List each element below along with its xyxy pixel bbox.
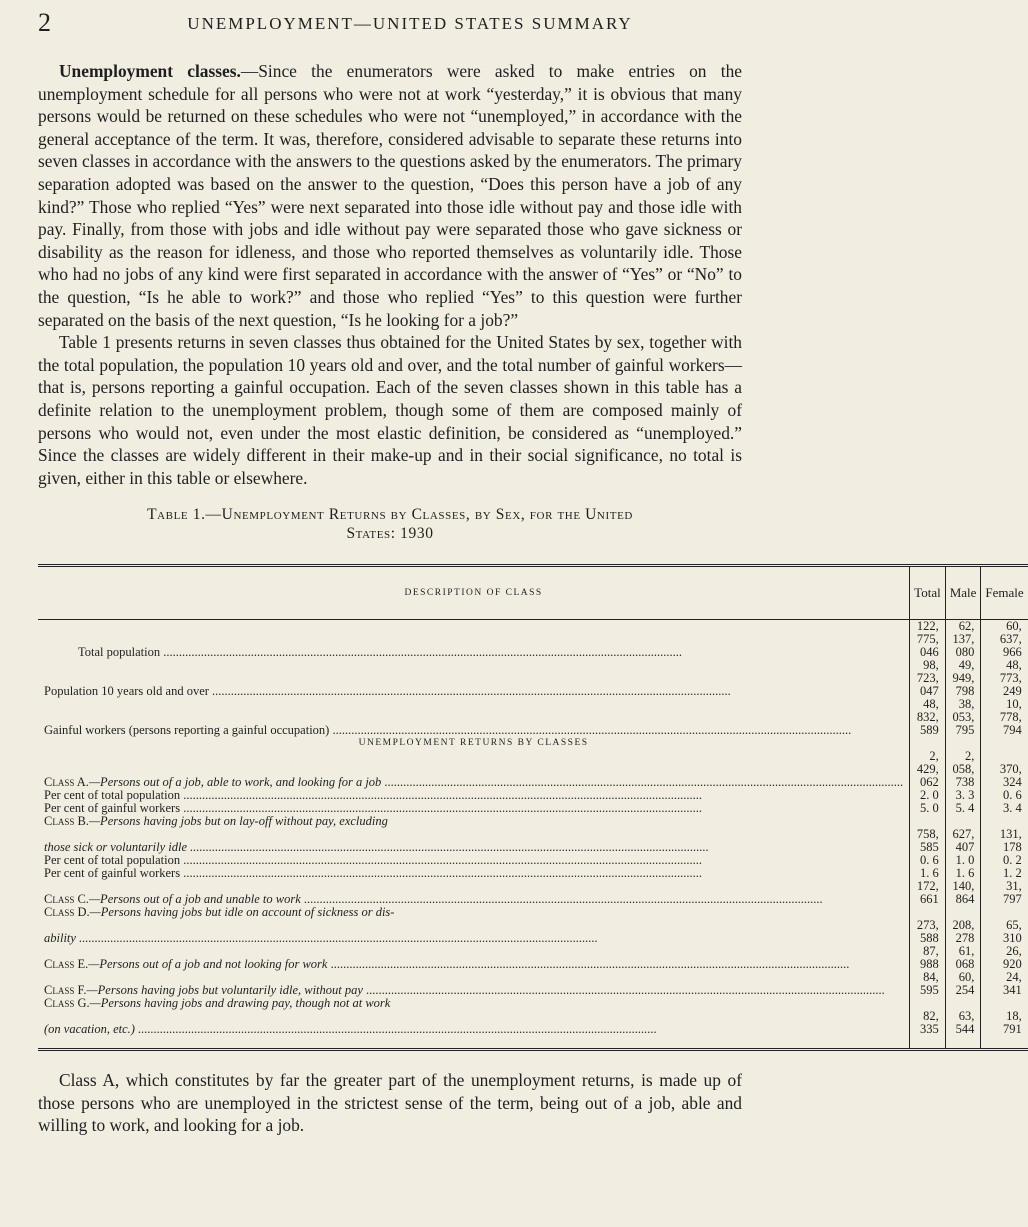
cell-total: 98, 723, 047 bbox=[910, 659, 946, 698]
cell-male: 38, 053, 795 bbox=[945, 698, 981, 737]
cell-total: 0. 6 bbox=[910, 854, 946, 867]
column-header-male: Male bbox=[945, 566, 981, 620]
running-title: UNEMPLOYMENT—UNITED STATES SUMMARY bbox=[187, 14, 633, 33]
cell-male: 49, 949, 798 bbox=[945, 659, 981, 698]
table-row-class-d-line-1 bbox=[38, 906, 1028, 919]
table-title-line-2: States: 1930 bbox=[346, 525, 434, 543]
table-header-row bbox=[38, 566, 1028, 620]
cell-female: 31, 797 bbox=[981, 880, 1028, 906]
cell-female: 48, 773, 249 bbox=[981, 659, 1028, 698]
cell-male: 1. 0 bbox=[945, 854, 981, 867]
running-header bbox=[38, 0, 742, 44]
cell-male: 5. 4 bbox=[945, 802, 981, 815]
class-description: —Persons out of a job and not looking for work bbox=[88, 957, 328, 972]
section-header-label: UNEMPLOYMENT RETURNS BY CLASSES bbox=[358, 738, 589, 749]
cell-total: 48, 832, 589 bbox=[910, 698, 946, 737]
cell-total: 122, 775, 046 bbox=[910, 620, 946, 660]
table-row-class-e bbox=[38, 945, 1028, 971]
body-text bbox=[38, 44, 742, 489]
cell-total: 2, 429, 062 bbox=[910, 750, 946, 789]
class-description: —Persons having jobs but voluntarily idle, without pay bbox=[86, 983, 363, 998]
paragraph-table-intro: Table 1 presents returns in seven classes thus obtained for the United States by sex, together with the total population, the population 10 years old and over, and the total number of gainful workers—that is, persons reporting a gainful occupation. Each of the seven classes shown in this table has a definite relation to the unemployment problem, though some of them are composed mainly of persons who would not, even under the most elastic definition, be considered as “unemployed.” Since the classes are widely different in their make-up and in their social significance, no total is given, either in this table or elsewhere. bbox=[38, 332, 742, 488]
class-name: Class D. bbox=[44, 905, 90, 920]
table-row-class-c bbox=[38, 880, 1028, 906]
closing-text bbox=[38, 1069, 742, 1137]
cell-total: 82, 335 bbox=[910, 1010, 946, 1050]
class-description-continued: (on vacation, etc.) ..... bbox=[44, 1022, 657, 1036]
cell-total: 273, 588 bbox=[910, 919, 946, 945]
row-label: Population 10 years old and over ..... bbox=[44, 684, 731, 698]
cell-male: 2, 058, 738 bbox=[945, 750, 981, 789]
cell-male: 1. 6 bbox=[945, 867, 981, 880]
table-title bbox=[38, 505, 742, 543]
cell-female: 1. 2 bbox=[981, 867, 1028, 880]
table-row-class-b-pct-gainful bbox=[38, 867, 1028, 880]
cell-male: 140, 864 bbox=[945, 880, 981, 906]
class-name: Class A. bbox=[44, 775, 89, 790]
table-row-gainful-workers bbox=[38, 698, 1028, 737]
cell-female: 3. 4 bbox=[981, 802, 1028, 815]
cell-total: 2. 0 bbox=[910, 789, 946, 802]
table-row-total-population bbox=[38, 620, 1028, 660]
page-number: 2 bbox=[38, 8, 51, 37]
cell-male: 61, 068 bbox=[945, 945, 981, 971]
cell-female: 26, 920 bbox=[981, 945, 1028, 971]
table-section-header bbox=[38, 737, 1028, 750]
cell-male: 60, 254 bbox=[945, 971, 981, 997]
class-description: —Persons having jobs but on lay-off without pay, excluding bbox=[88, 814, 388, 829]
cell-male: 627, 407 bbox=[945, 828, 981, 854]
table-row-population-10-over bbox=[38, 659, 1028, 698]
table-title-line-1: Table 1.—Unemployment Returns by Classes, by Sex, for the United bbox=[147, 506, 633, 524]
cell-female: 131, 178 bbox=[981, 828, 1028, 854]
class-description: —Persons out of a job and unable to work bbox=[88, 892, 301, 907]
class-description-continued: ability ..... bbox=[44, 931, 598, 945]
cell-male: 63, 544 bbox=[945, 1010, 981, 1050]
cell-total: 87, 988 bbox=[910, 945, 946, 971]
cell-female: 10, 778, 794 bbox=[981, 698, 1028, 737]
row-label: Per cent of gainful workers ..... bbox=[44, 866, 702, 880]
class-description-continued: those sick or voluntarily idle ..... bbox=[44, 840, 709, 854]
cell-total: 84, 595 bbox=[910, 971, 946, 997]
cell-female: 18, 791 bbox=[981, 1010, 1028, 1050]
cell-female: 0. 6 bbox=[981, 789, 1028, 802]
cell-male: 62, 137, 080 bbox=[945, 620, 981, 660]
class-description: —Persons having jobs but idle on account of sickness or dis- bbox=[89, 905, 395, 920]
cell-total: 1. 6 bbox=[910, 867, 946, 880]
class-description: —Persons out of a job, able to work, and looking for a job bbox=[88, 775, 382, 790]
class-name: Class C. bbox=[44, 892, 89, 907]
cell-female: 65, 310 bbox=[981, 919, 1028, 945]
row-label: Per cent of total population ..... bbox=[44, 788, 702, 802]
table-row-class-b-line-1 bbox=[38, 815, 1028, 828]
table-row-class-g bbox=[38, 1010, 1028, 1050]
cell-female: 60, 637, 966 bbox=[981, 620, 1028, 660]
class-name: Class B. bbox=[44, 814, 89, 829]
row-label: Per cent of total population ..... bbox=[44, 853, 702, 867]
cell-female: 24, 341 bbox=[981, 971, 1028, 997]
row-label: Per cent of gainful workers ..... bbox=[44, 801, 702, 815]
unemployment-returns-table bbox=[38, 564, 1028, 1051]
row-label: Gainful workers (persons reporting a gainful occupation) ..... bbox=[44, 723, 851, 737]
cell-total: 5. 0 bbox=[910, 802, 946, 815]
paragraph-class-a: Class A, which constitutes by far the greater part of the unemployment returns, is made up of those persons who are unemployed in the strictest sense of the term, being out of a job, able and willing to work, and looking for a job. bbox=[38, 1070, 742, 1136]
cell-male: 208, 278 bbox=[945, 919, 981, 945]
cell-female: 0. 2 bbox=[981, 854, 1028, 867]
column-header-description: DESCRIPTION OF CLASS bbox=[38, 566, 910, 620]
row-label: Total population ..... bbox=[78, 645, 682, 659]
table-row-class-a bbox=[38, 750, 1028, 789]
class-name: Class E. bbox=[44, 957, 89, 972]
table-row-class-d bbox=[38, 919, 1028, 945]
cell-female: 370, 324 bbox=[981, 750, 1028, 789]
paragraph-text: —Since the enumerators were asked to make entries on the unemployment schedule for all persons who were not at work “yesterday,” it is obvious that many persons would be returned on these schedules who were not “unemployed,” in accordance with the general acceptance of the term. It was, therefore, considered advisable to separate these returns into seven classes in accordance with the answers to the questions asked by the enumerators. The primary separation adopted was based on the answer to the question, “Does this person have a job of any kind?” Those who replied “Yes” were next separated into those idle without pay and those idle with pay. Finally, from those with jobs and idle without pay were separated those who gave sickness or disability as the reason for idleness, and those who reported themselves as voluntarily idle. Those who had no jobs of any kind were first separated in accordance with the answer of “Yes” or “No” to the question, “Is he able to work?” and those who replied “Yes” to this question were further separated on the basis of the next question, “Is he looking for a job?” bbox=[38, 61, 742, 330]
paragraph-lead: Unemployment classes. bbox=[59, 61, 241, 81]
class-description: —Persons having jobs and drawing pay, though not at work bbox=[89, 996, 391, 1011]
cell-total: 758, 585 bbox=[910, 828, 946, 854]
paragraph-unemployment-classes bbox=[38, 60, 742, 331]
cell-total: 172, 661 bbox=[910, 880, 946, 906]
table-row-class-b bbox=[38, 828, 1028, 854]
column-header-female: Female bbox=[981, 566, 1028, 620]
table-row-class-f bbox=[38, 971, 1028, 997]
column-header-total: Total bbox=[910, 566, 946, 620]
cell-male: 3. 3 bbox=[945, 789, 981, 802]
class-name: Class G. bbox=[44, 996, 90, 1011]
table-row-class-g-line-1 bbox=[38, 997, 1028, 1010]
class-name: Class F. bbox=[44, 983, 87, 998]
